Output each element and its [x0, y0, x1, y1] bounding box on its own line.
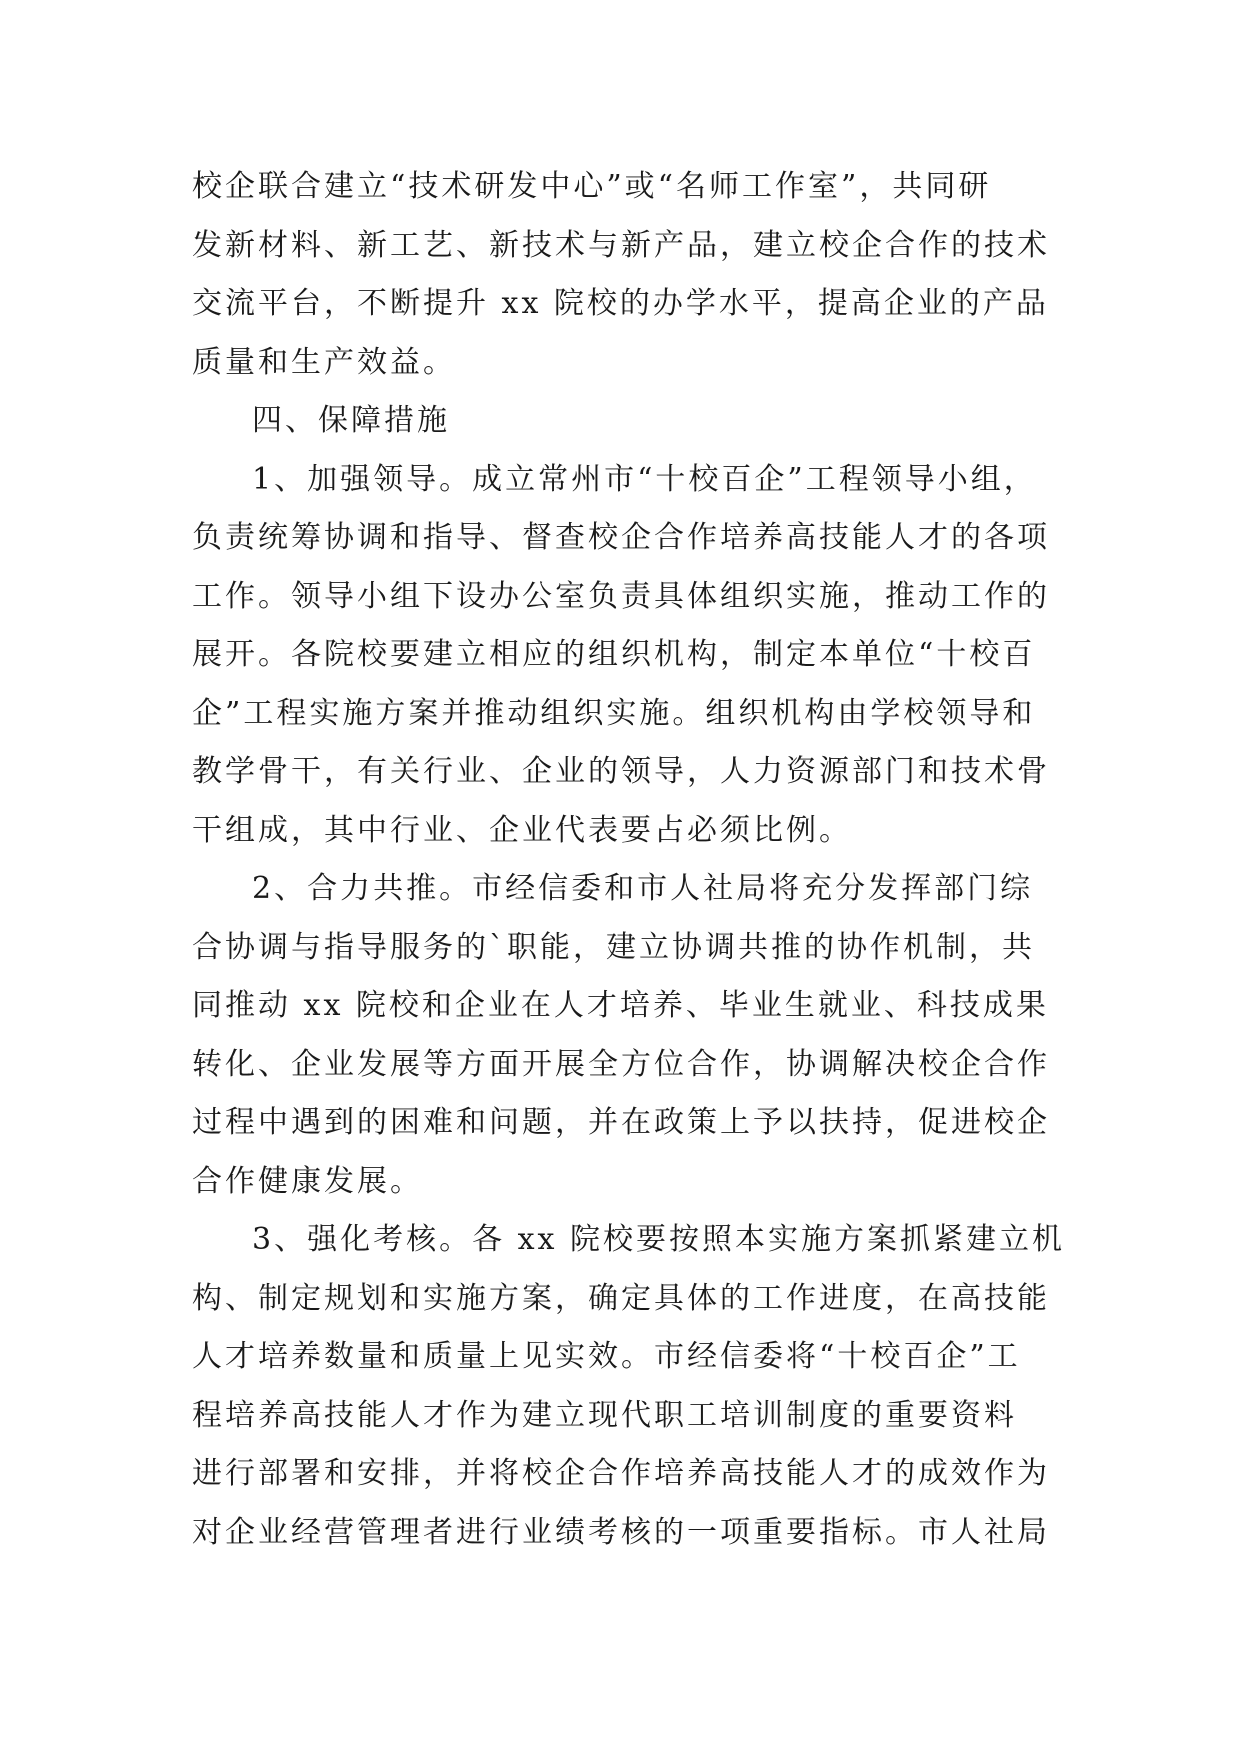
text-line: 展开。各院校要建立相应的组织机构，制定本单位“十校百: [192, 637, 1036, 672]
text-line: 干组成，其中行业、企业代表要占必须比例。: [192, 812, 852, 848]
text-line: 负责统筹协调和指导、督查校企合作培养高技能人才的各项: [192, 520, 1050, 555]
text-line: 人才培养数量和质量上见实效。市经信委将“十校百企”工: [192, 1339, 1021, 1374]
text-line: 质量和生产效益。: [192, 344, 456, 380]
text-line: 程培养高技能人才作为建立现代职工培训制度的重要资料: [192, 1397, 1017, 1433]
text-line: 转化、企业发展等方面开展全方位合作，协调解决校企合作: [192, 1046, 1050, 1082]
text-line: 发新材料、新工艺、新技术与新产品，建立校企合作的技术: [192, 227, 1050, 263]
text-line: 对企业经营管理者进行业绩考核的一项重要指标。市人社局: [192, 1514, 1050, 1550]
text-line: 教学骨干，有关行业、企业的领导，人力资源部门和技术骨: [192, 754, 1050, 789]
document-body: [192, 158, 1065, 1562]
text-line: 3、强化考核。各 xx 院校要按照本实施方案抓紧建立机: [252, 1222, 1065, 1257]
text-line: 交流平台，不断提升 xx 院校的办学水平，提高企业的产品: [192, 286, 1049, 321]
section-heading: 四、保障措施: [252, 403, 450, 438]
text-line: 同推动 xx 院校和企业在人才培养、毕业生就业、科技成果: [192, 988, 1049, 1023]
text-line: 企”工程实施方案并推动组织实施。组织机构由学校领导和: [192, 695, 1036, 731]
text-line: 2、合力共推。市经信委和市人社局将充分发挥部门综: [252, 871, 1034, 906]
text-line: 合协调与指导服务的`职能，建立协调共推的协作机制，共: [192, 929, 1035, 965]
text-line: 工作。领导小组下设办公室负责具体组织实施，推动工作的: [192, 578, 1050, 614]
text-line: 1、加强领导。成立常州市“十校百企”工程领导小组，: [252, 461, 1037, 497]
text-line: 校企联合建立“技术研发中心”或“名师工作室”，共同研: [192, 169, 992, 204]
text-line: 构、制定规划和实施方案，确定具体的工作进度，在高技能: [192, 1280, 1050, 1316]
text-line: 合作健康发展。: [192, 1163, 423, 1199]
text-line: 过程中遇到的困难和问题，并在政策上予以扶持，促进校企: [192, 1105, 1050, 1140]
text-line: 进行部署和安排，并将校企合作培养高技能人才的成效作为: [192, 1456, 1050, 1491]
